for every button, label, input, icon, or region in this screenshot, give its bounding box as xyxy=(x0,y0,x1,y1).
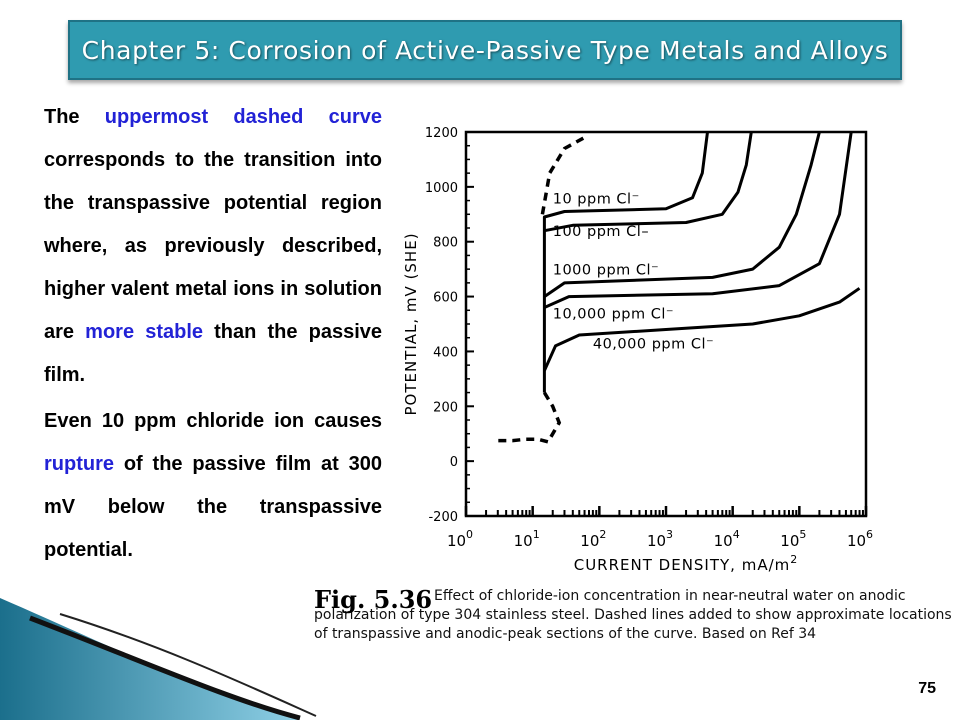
y-axis-label: POTENTIAL, mV (SHE) xyxy=(402,232,420,416)
figure-caption xyxy=(314,587,960,644)
x-tick-label: $10^5$ xyxy=(780,528,807,550)
y-tick-label: 600 xyxy=(433,290,458,306)
paragraph-1 xyxy=(44,96,382,397)
p2-highlight-1: rupture xyxy=(44,453,114,475)
p1-text-3: than the passive film. xyxy=(44,321,383,386)
series-label-3: 1000 ppm Cl⁻ xyxy=(552,262,660,279)
page-number: 75 xyxy=(918,680,936,697)
polarization-chart xyxy=(396,108,916,578)
chart-svg xyxy=(396,108,916,578)
x-tick-label: $10^6$ xyxy=(846,528,874,550)
x-axis-label: CURRENT DENSITY, $mA/m^2$ xyxy=(573,553,799,574)
p1-text-1: The xyxy=(44,106,105,128)
decorative-swoosh xyxy=(0,590,330,720)
y-tick-label: 1200 xyxy=(424,126,458,141)
series-label-1: 10 ppm Cl⁻ xyxy=(552,191,640,208)
y-tick-label: 200 xyxy=(433,400,458,416)
x-tick-label: $10^1$ xyxy=(513,528,540,550)
p1-highlight-1: uppermost dashed curve xyxy=(104,106,382,128)
y-tick-label: 0 xyxy=(449,455,458,471)
plot-frame xyxy=(466,132,866,516)
slide-title-bar xyxy=(68,20,902,80)
p2-text-2: of the passive film at 300 mV below the transpassive potential. xyxy=(44,453,382,561)
series-label-4: 10,000 ppm Cl⁻ xyxy=(552,306,675,323)
series-line-2 xyxy=(544,132,751,231)
paragraph-2 xyxy=(44,400,382,572)
y-tick-label: 400 xyxy=(433,345,458,361)
p1-text-2: corresponds to the transition into the transpassive potential region where, as previously described, higher valent metal ions in solution are xyxy=(44,149,382,343)
p1-highlight-2: more stable xyxy=(85,321,204,343)
y-tick-label: 1000 xyxy=(424,180,458,196)
p2-text-1: Even 10 ppm chloride ion causes xyxy=(44,410,382,432)
x-tick-label: $10^4$ xyxy=(713,528,740,550)
slide-title: Chapter 5: Corrosion of Active-Passive Type Metals and Alloys xyxy=(81,35,889,65)
y-tick-label: 800 xyxy=(433,235,458,251)
series-label-5: 40,000 ppm Cl⁻ xyxy=(592,336,715,353)
series-line-5 xyxy=(544,288,859,370)
x-tick-label: $10^3$ xyxy=(646,528,674,550)
series-label-2: 100 ppm Cl– xyxy=(552,224,650,241)
y-tick-label: -200 xyxy=(428,510,458,525)
x-tick-label: $10^0$ xyxy=(446,528,474,550)
figure-caption-text: Effect of chloride-ion concentration in near-neutral water on anodic polarization of type 304 stainless steel. Dashed lines added to show approximate locations of transpassive and anodic-peak sections of the curve. Based on Ref 34 xyxy=(314,588,952,642)
dashed-anodic-peak-line xyxy=(498,393,559,442)
x-tick-label: $10^2$ xyxy=(580,528,607,550)
body-text xyxy=(44,96,382,575)
figure-label: Fig. 5.36 xyxy=(314,585,433,614)
